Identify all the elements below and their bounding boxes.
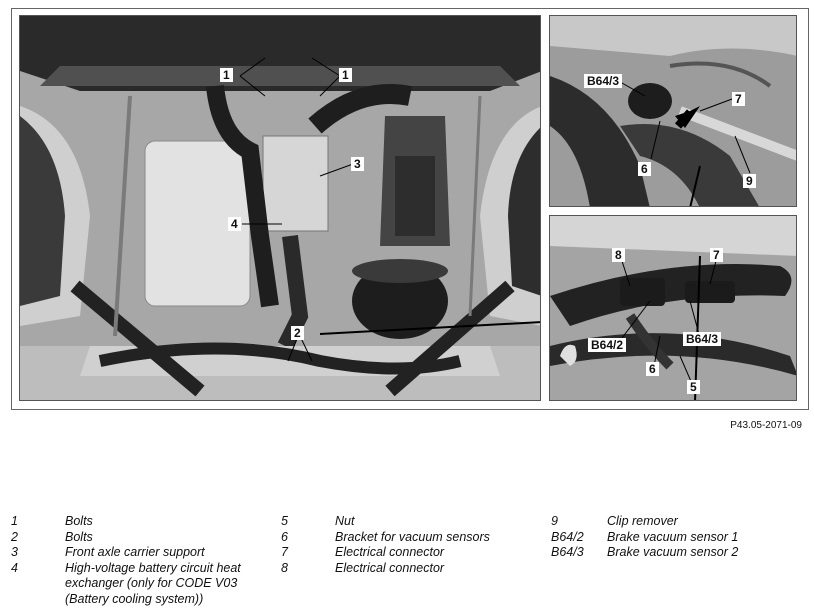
legend-description: Nut — [335, 514, 355, 528]
legend-item — [11, 514, 276, 530]
legend-description: Bolts — [65, 514, 93, 528]
legend-description: Electrical connector — [335, 560, 445, 575]
legend-description: Brake vacuum sensor 1 — [607, 529, 739, 544]
legend-column-3 — [551, 514, 806, 561]
callout-9-top: 9 — [743, 174, 756, 188]
legend-item — [281, 514, 546, 530]
legend-number: B64/3 — [551, 545, 584, 559]
legend-item — [551, 530, 806, 546]
figure-frame — [11, 8, 809, 410]
legend-item — [281, 545, 546, 561]
legend-item — [551, 514, 806, 530]
legend-number: 9 — [551, 514, 558, 528]
legend-description: Front axle carrier support — [65, 545, 205, 559]
callout-5-bottom: 5 — [687, 380, 700, 394]
legend-description: High-voltage battery circuit heat exchanger (only for CODE V03 (Battery cooling system)) — [65, 560, 241, 606]
callout-6-top: 6 — [638, 162, 651, 176]
detail-top-illustration — [550, 16, 797, 207]
legend-number: 8 — [281, 560, 288, 575]
legend-item — [11, 561, 276, 608]
legend-number: 7 — [281, 545, 288, 559]
callout-7-top: 7 — [732, 92, 745, 106]
legend-column-2 — [281, 514, 546, 576]
detail-photo-bottom — [549, 215, 797, 401]
legend-number: 4 — [11, 560, 18, 575]
legend-number: 5 — [281, 514, 288, 528]
engine-bay-photo — [19, 15, 541, 401]
legend-item — [11, 545, 276, 561]
callout-8-bottom: 8 — [612, 248, 625, 262]
figure-id: P43.05-2071-09 — [730, 420, 802, 431]
callout-3: 3 — [351, 157, 364, 171]
callout-1-left: 1 — [220, 68, 233, 82]
engine-bay-illustration — [20, 16, 541, 401]
callout-2: 2 — [291, 326, 304, 340]
callout-6-bottom: 6 — [646, 362, 659, 376]
legend-item — [11, 530, 276, 546]
legend-column-1 — [11, 514, 276, 607]
legend-description: Brake vacuum sensor 2 — [607, 545, 739, 559]
legend-description: Electrical connector — [335, 545, 445, 559]
legend-number: 1 — [11, 514, 18, 528]
legend-description: Bolts — [65, 529, 93, 544]
legend-number: 2 — [11, 529, 18, 544]
callout-4: 4 — [228, 217, 241, 231]
legend-description: Bracket for vacuum sensors — [335, 529, 490, 544]
detail-photo-top — [549, 15, 797, 207]
legend-item — [551, 545, 806, 561]
callout-b64-3-bottom: B64/3 — [683, 332, 721, 346]
callout-1-right: 1 — [339, 68, 352, 82]
detail-bottom-illustration — [550, 216, 797, 401]
legend-number: 6 — [281, 529, 288, 544]
legend-number: B64/2 — [551, 529, 584, 544]
callout-7-bottom: 7 — [710, 248, 723, 262]
legend-item — [281, 561, 546, 577]
callout-b64-2-bottom: B64/2 — [588, 338, 626, 352]
legend-item — [281, 530, 546, 546]
legend-number: 3 — [11, 545, 18, 559]
legend-description: Clip remover — [607, 514, 678, 528]
callout-b64-3-top: B64/3 — [584, 74, 622, 88]
